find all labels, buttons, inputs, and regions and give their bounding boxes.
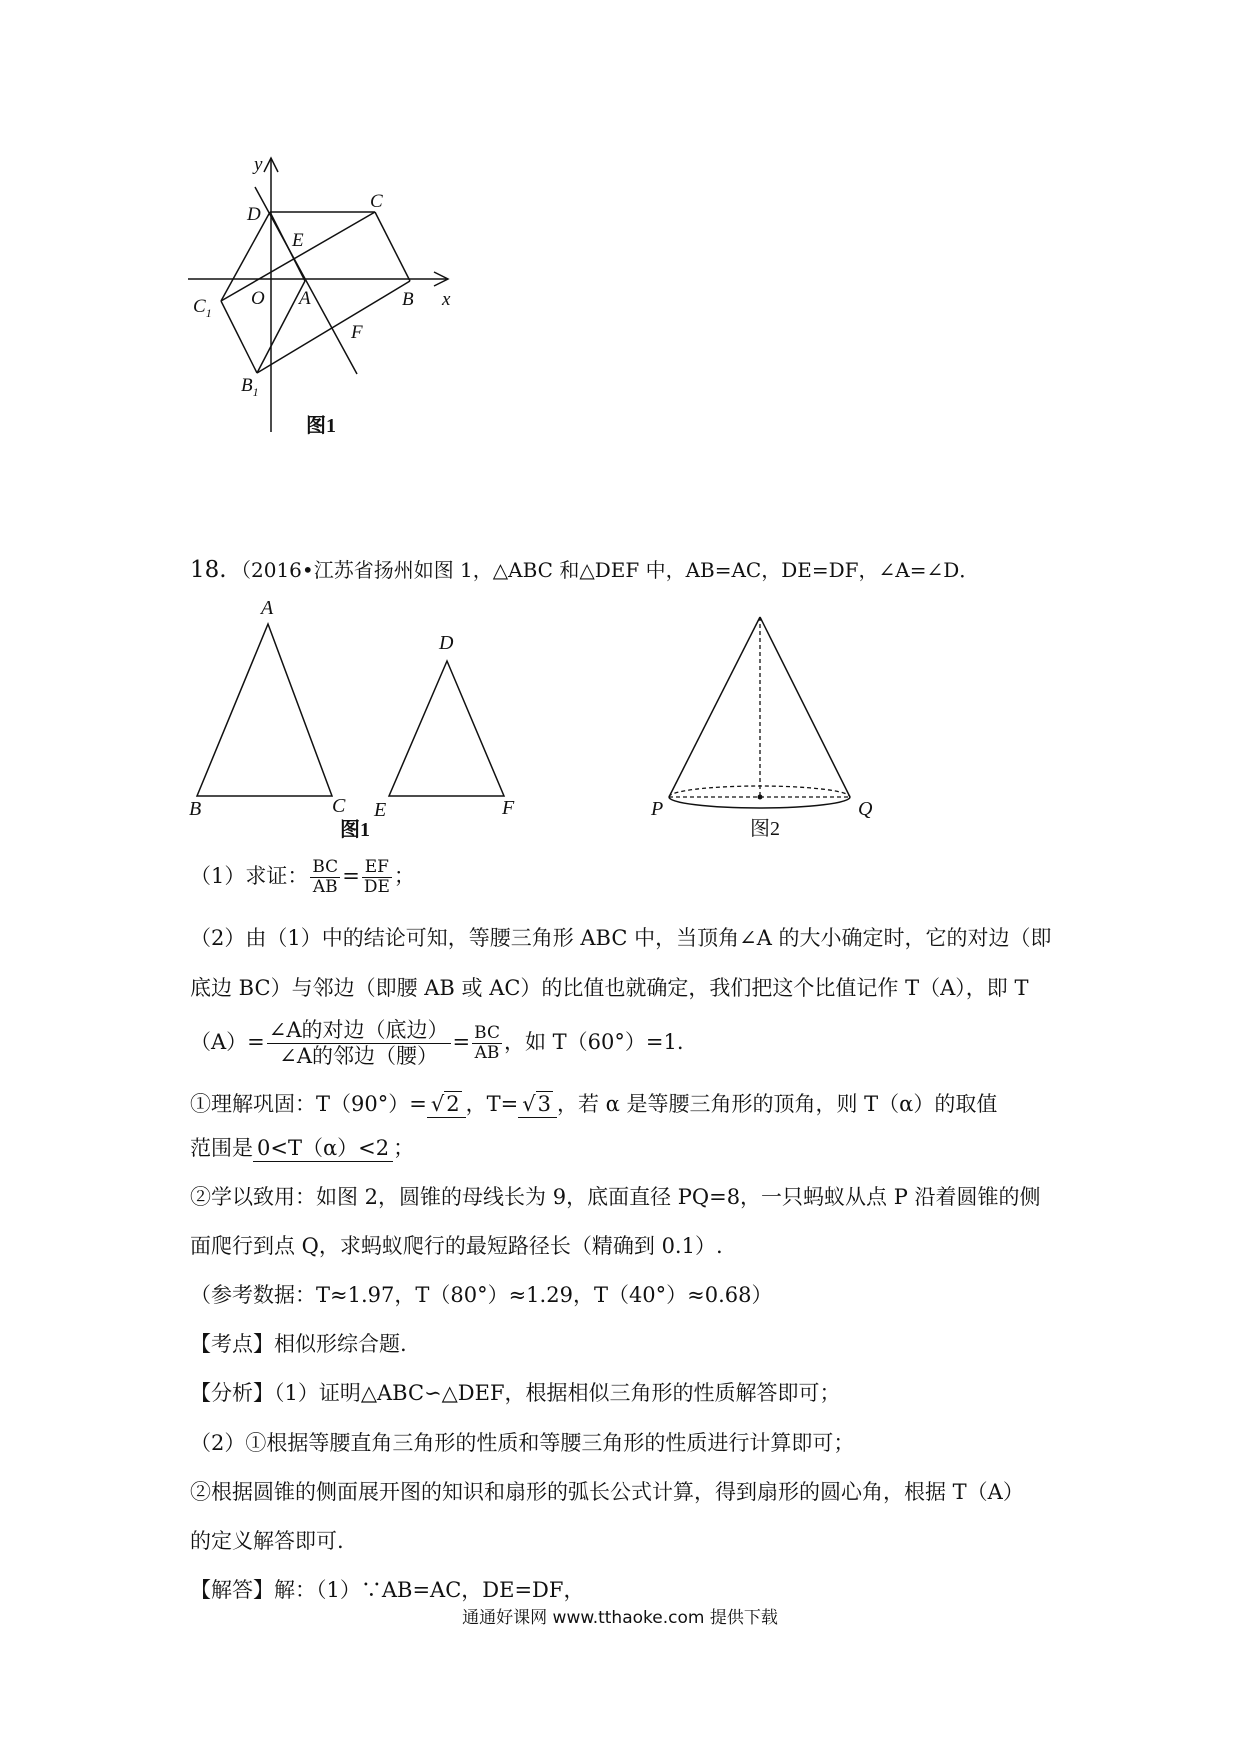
answer-t90: √2 [427, 1091, 466, 1118]
segment-C1B1 [221, 301, 257, 373]
label-C: C [332, 795, 346, 817]
part2-line1: （2）由（1）中的结论可知，等腰三角形 ABC 中，当顶角∠A 的大小确定时，它的对边（即 [190, 926, 1052, 950]
label-A: A [299, 288, 311, 309]
label-D: D [439, 632, 454, 654]
label-F: F [351, 322, 363, 343]
part1-prefix: （1）求证： [190, 864, 309, 888]
kaodian: 【考点】相似形综合题. [190, 1332, 407, 1356]
q2-line1: ②学以致用：如图 2，圆锥的母线长为 9，底面直径 PQ=8，一只蚂蚁从点 P 沿着圆锥的侧 [190, 1185, 1041, 1209]
fenxi-line1: 【分析】（1）证明△ABC∽△DEF，根据相似三角形的性质解答即可； [190, 1381, 841, 1405]
label-y: y [254, 154, 263, 175]
q2-line2: 面爬行到点 Q，求蚂蚁爬行的最短路径长（精确到 0.1）. [190, 1234, 723, 1258]
part1-line: （1）求证： $\frac{BC}{AB}$ = $\frac{EF}{DE}$ ； [190, 857, 415, 897]
figure-triangles-cone [180, 595, 890, 845]
label-B: B [402, 289, 414, 310]
figure-1-coordinate [180, 148, 460, 438]
label-C: C [370, 191, 383, 212]
label-E: E [292, 230, 304, 251]
reference-data: （参考数据：T≈1.97，T（80°）≈1.29，T（40°）≈0.68） [190, 1283, 773, 1307]
problem-stem: （2016•江苏省扬州如图 1，△ABC 和△DEF 中，AB=AC，DE=DF，∠A=∠D． [231, 558, 980, 582]
fraction-ef-de: $\frac{EF}{DE}$ [363, 857, 390, 897]
triangle-DEF [389, 661, 504, 796]
fraction-definition: $\frac{\text{∠A的对边（底边）}}{\text{∠A的邻边（腰）}}$ [268, 1018, 449, 1068]
triangle-ABC [197, 624, 332, 796]
label-F: F [502, 797, 515, 819]
segment-CB [375, 212, 410, 281]
label-x: x [442, 289, 451, 310]
fenxi-line4: 的定义解答即可. [190, 1529, 344, 1553]
part2-line2: 底边 BC）与邻边（即腰 AB 或 AC）的比值也就确定，我们把这个比值记作 T（A），即 T [190, 976, 1029, 1000]
segment-C1C [221, 212, 375, 301]
footer-source: 通通好课网 www.tthaoke.com 提供下载 [462, 1608, 778, 1628]
label-O: O [251, 288, 265, 309]
q1-line2: 范围是 0<T（α）<2 ； [190, 1136, 415, 1160]
figure-2-caption: 图2 [750, 818, 780, 840]
q1-line1: ①理解巩固：T（90°）= √2 ，T= √3 ，若 α 是等腰三角形的顶角，则 T（α）的取值 [190, 1092, 998, 1116]
fenxi-line2: （2）①根据等腰直角三角形的性质和等腰三角形的性质进行计算即可； [190, 1431, 855, 1455]
label-E: E [374, 799, 387, 821]
cone-center-point [758, 795, 763, 800]
answer-range: 0<T（α）<2 [253, 1135, 393, 1162]
fraction-bc-ab: $\frac{BC}{AB}$ [312, 857, 339, 897]
fenxi-line3: ②根据圆锥的侧面展开图的知识和扇形的弧长公式计算，得到扇形的圆心角，根据 T（A） [190, 1480, 1024, 1504]
cone-left-side [669, 617, 760, 797]
answer-t-blank: √3 [518, 1091, 557, 1118]
label-B1: $B_1$ [241, 375, 259, 399]
label-Q: Q [858, 798, 873, 820]
figure-1-caption-b: 图1 [340, 819, 370, 841]
label-B: B [189, 798, 202, 820]
jieda-line: 【解答】解：（1）∵AB=AC，DE=DF， [190, 1578, 585, 1602]
label-P: P [651, 798, 664, 820]
problem-number: 18. [190, 557, 227, 583]
label-D: D [247, 204, 261, 225]
label-A: A [261, 597, 274, 619]
cone-right-side [760, 617, 850, 797]
label-C1: $C_1$ [193, 296, 212, 320]
figure-1-caption: 图1 [306, 415, 336, 437]
segment-B1B [257, 281, 410, 373]
fraction-bc-ab-2: $\frac{BC}{AB}$ [474, 1023, 500, 1063]
part2-definition: （A）= $\frac{\text{∠A的对边（底边）}}{\text{∠A的邻边（腰）}}$ = $\frac{BC}{AB}$ ，如 T（60°）=1. [190, 1018, 684, 1068]
